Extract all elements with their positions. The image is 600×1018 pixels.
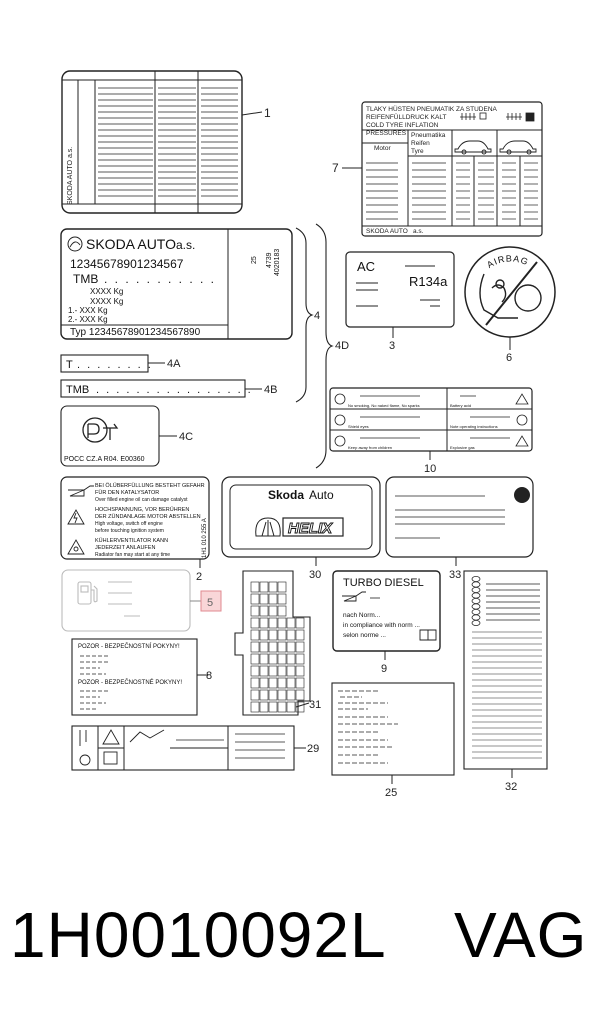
fuse-cell [278,582,286,592]
car-icon [455,141,536,154]
label-4-brand: SKODA AUTO [86,236,176,252]
ring [472,615,480,620]
label-32-rings [472,576,480,625]
label-1-side-text: SKODA AUTO a.s. [67,146,74,205]
callout-4D: 4D [335,340,350,352]
callout-29: 29 [307,743,320,755]
fuse-cell [251,618,259,628]
label-7-line2: REIFENFÜLLDRUCK KALT [366,114,447,121]
fuse-cell [278,666,286,676]
fuse-cell [269,594,277,604]
label-2-side: 1H1 010 255 A [202,518,208,558]
label-7-foot-brand: SKODA AUTO [366,228,408,235]
label-9-l3: selon norme ... [343,632,386,639]
fuse-cell [278,690,286,700]
label-2-t4: HOCHSPANNUNG, VOR BERÜHREN [95,507,190,513]
fuse-cell [278,702,286,712]
fuse-cell [260,606,268,616]
label-2-t10: Radiator fan may start at any time [95,552,171,558]
label-2-t7: before touching ignition system [95,528,164,534]
label-4-typ: Typ 12345678901234567890 [70,327,201,338]
label-7-foot-suffix: a.s. [413,228,424,235]
label-10 [330,388,532,475]
callout-2: 2 [196,571,203,583]
callout-4C: 4C [179,431,194,443]
fuse-cell [287,618,295,628]
fuse-cell [269,630,277,640]
label-2-t5: DER ZÜNDANLAGE MOTOR ABSTELLEN [95,514,201,520]
label-8-title1: POZOR - BEZPEČNOSTNÍ POKYNY! [78,644,180,650]
callout-3: 3 [389,340,396,352]
fuse-cell [269,582,277,592]
label-2-t9: JEDERZEIT ANLAUFEN [95,545,156,551]
callout-25: 25 [385,787,398,799]
label-4A-text: T [66,359,73,371]
fuse-cell [260,630,268,640]
fuse-cell [251,702,259,712]
callout-4A: 4A [167,358,181,370]
fuse-cell [278,594,286,604]
gost-logo-icon [83,418,117,442]
label-4-kg1: XXXX Kg [90,287,124,296]
label-6-text: AIRBAG [485,253,531,270]
label-7-col-head1: Pneumatika [411,132,446,139]
label-4-rot1: 25 [251,256,258,264]
label-7-col-head2: Reifen [411,140,430,147]
fuse-cell [251,582,259,592]
label-10-r3l: Keep away from children [348,445,393,450]
label-31-fuse-cells [251,582,304,712]
label-4A-dots: . . . . . . . . [77,359,153,371]
label-2-t8: KÜHLERVENTILATOR KANN [95,538,169,544]
label-10-r3r: Explosive gas [450,445,475,450]
label-6 [465,247,555,364]
fuse-cell [269,618,277,628]
label-3-refrigerant: R134a [409,274,448,289]
label-8 [72,639,212,715]
callout-1: 1 [264,106,271,120]
label-4-tmb-dots: . . . . . . . . . . . [104,272,217,286]
high-voltage-icon [68,510,84,524]
label-3 [346,252,454,352]
ring [472,587,480,592]
callout-4: 4 [314,310,321,322]
label-4B-text: TMB [66,384,90,396]
fuse-cell [296,678,304,688]
fuse-cell [278,630,286,640]
callout-6: 6 [506,352,513,364]
ring [472,576,480,581]
fuse-cell [251,606,259,616]
fuse-cell [260,642,268,652]
fuse-cell [269,678,277,688]
fuse-cell [269,654,277,664]
label-4A [61,355,181,372]
label-4B [61,380,277,397]
callout-33: 33 [449,569,462,581]
skoda-logo-icon [68,237,82,251]
label-10-r2r: Note operating instructions [450,424,498,429]
label-9-title: TURBO DIESEL [343,577,424,589]
fan-warning-icon [68,540,84,554]
label-4-axle1: 1.- XXX Kg [68,306,108,315]
fuse-cell [296,654,304,664]
fuse-cell [269,690,277,700]
occupants-icon [460,113,534,121]
label-4-rot3: 4020183 [274,248,281,276]
fuse-cell [278,654,286,664]
fuel-pump-icon [78,582,97,604]
label-7-col-head3: Tyre [411,148,424,155]
fuse-cell [260,666,268,676]
callout-31: 31 [309,699,322,711]
label-4-vin: 12345678901234567 [70,257,184,271]
fuse-cell [251,690,259,700]
label-31 [235,571,321,715]
label-7 [332,102,542,236]
ring [472,620,480,625]
fuse-cell [296,642,304,652]
label-4 [61,229,292,339]
ring [472,604,480,609]
label-9-l1: nach Norm... [343,612,381,619]
fuse-cell [260,702,268,712]
bracket-4 [296,228,320,402]
label-2-t3: Over filled engine oil can damage catalyst [95,497,188,503]
fuse-cell [278,678,286,688]
label-8-title2: POZOR - BEZPEČNOSTNÉ POKYNY! [78,680,183,686]
label-4-tmb: TMB [73,272,99,286]
label-10-r2l: Shield eyes [348,424,369,429]
label-29 [72,726,319,770]
fuse-cell [260,594,268,604]
oil-can-icon-9 [342,592,366,601]
label-2-t2: FÜR DEN KATALYSATOR [95,490,160,496]
callout-10: 10 [424,463,437,475]
fuse-cell [251,594,259,604]
fuse-cell [269,666,277,676]
fuse-cell [287,678,295,688]
fuse-cell [251,630,259,640]
label-4-kg2: XXXX Kg [90,297,124,306]
fuse-cell [278,606,286,616]
callout-30: 30 [309,569,322,581]
child-seat-icon [480,262,541,325]
fuse-cell [278,618,286,628]
label-4B-dots: . . . . . . . . . . . . . . . . [96,384,253,396]
ring [472,609,480,614]
label-7-motor: Motor [374,145,391,152]
fuse-cell [269,642,277,652]
label-4C-text: POCC CZ.A R04. E00360 [64,456,145,463]
leader-1 [242,112,262,115]
fuse-cell [260,618,268,628]
fuse-cell [251,678,259,688]
label-7-line1: TLAKY HÜSTEN PNEUMATIK ZA STUDENA [366,106,497,113]
label-10-r1r: Battery acid [450,403,472,408]
fuse-cell [296,666,304,676]
callout-7: 7 [332,161,339,175]
ring [472,582,480,587]
fuse-cell [251,642,259,652]
fuse-cell [251,666,259,676]
label-9-l2: in compliance with norm ... [343,622,420,629]
label-7-line4: PRESSURES [366,130,407,137]
callout-4B: 4B [264,384,278,396]
fuse-cell [287,702,295,712]
ring [472,598,480,603]
callout-9: 9 [381,663,388,675]
label-25 [332,683,454,799]
label-10-r1l: No smoking, No naked flame, No sparks [348,403,420,408]
label-2-t6: High voltage, switch off engine [95,521,163,527]
fuse-cell [287,654,295,664]
callout-8: 8 [206,670,213,682]
label-30-auto: Auto [309,488,334,502]
label-3-ac: AC [357,259,376,274]
fuse-cell [296,630,304,640]
label-30-skoda: Skoda [268,488,305,502]
oil-can-icon [68,486,94,496]
shell-logo-icon [256,518,281,536]
book-icon [420,630,436,640]
fuse-cell [296,618,304,628]
fuse-cell [260,654,268,664]
fuse-cell [260,690,268,700]
fuse-cell [296,690,304,700]
ring [472,593,480,598]
label-4-suffix: a.s. [176,238,196,252]
fuse-cell [269,606,277,616]
label-1-rule-lines [98,88,238,196]
label-30-helix: HELIX [288,520,333,537]
fuse-cell [287,666,295,676]
callout-5: 5 [207,597,214,609]
label-33-dot [514,487,530,503]
label-33 [386,477,533,581]
label-32-rule-lines [472,584,542,758]
part-number-banner [0,895,600,975]
fuse-cell [251,654,259,664]
label-7-line3: COLD TYRE INFLATION [366,122,439,129]
label-32 [464,571,547,793]
callout-32: 32 [505,781,518,793]
label-1 [62,71,271,213]
fuse-cell [287,642,295,652]
fuse-cell [269,702,277,712]
bracket-4D [316,224,349,468]
fuse-cell [287,690,295,700]
fuse-cell [287,630,295,640]
label-4-axle2: 2.- XXX Kg [68,315,108,324]
label-30 [222,477,380,581]
label-2 [61,477,209,583]
label-2-t1: BEI ÖLÜBERFÜLLUNG BESTEHT GEFAHR [95,483,205,489]
label-4-rot2: 4739 [266,252,273,268]
part-number: 1H0010092L [10,899,387,971]
brand-name: VAG [454,899,588,971]
fuse-cell [260,678,268,688]
label-9 [333,571,440,675]
fuse-cell [278,642,286,652]
label-4C [61,406,193,466]
fuse-cell [260,582,268,592]
